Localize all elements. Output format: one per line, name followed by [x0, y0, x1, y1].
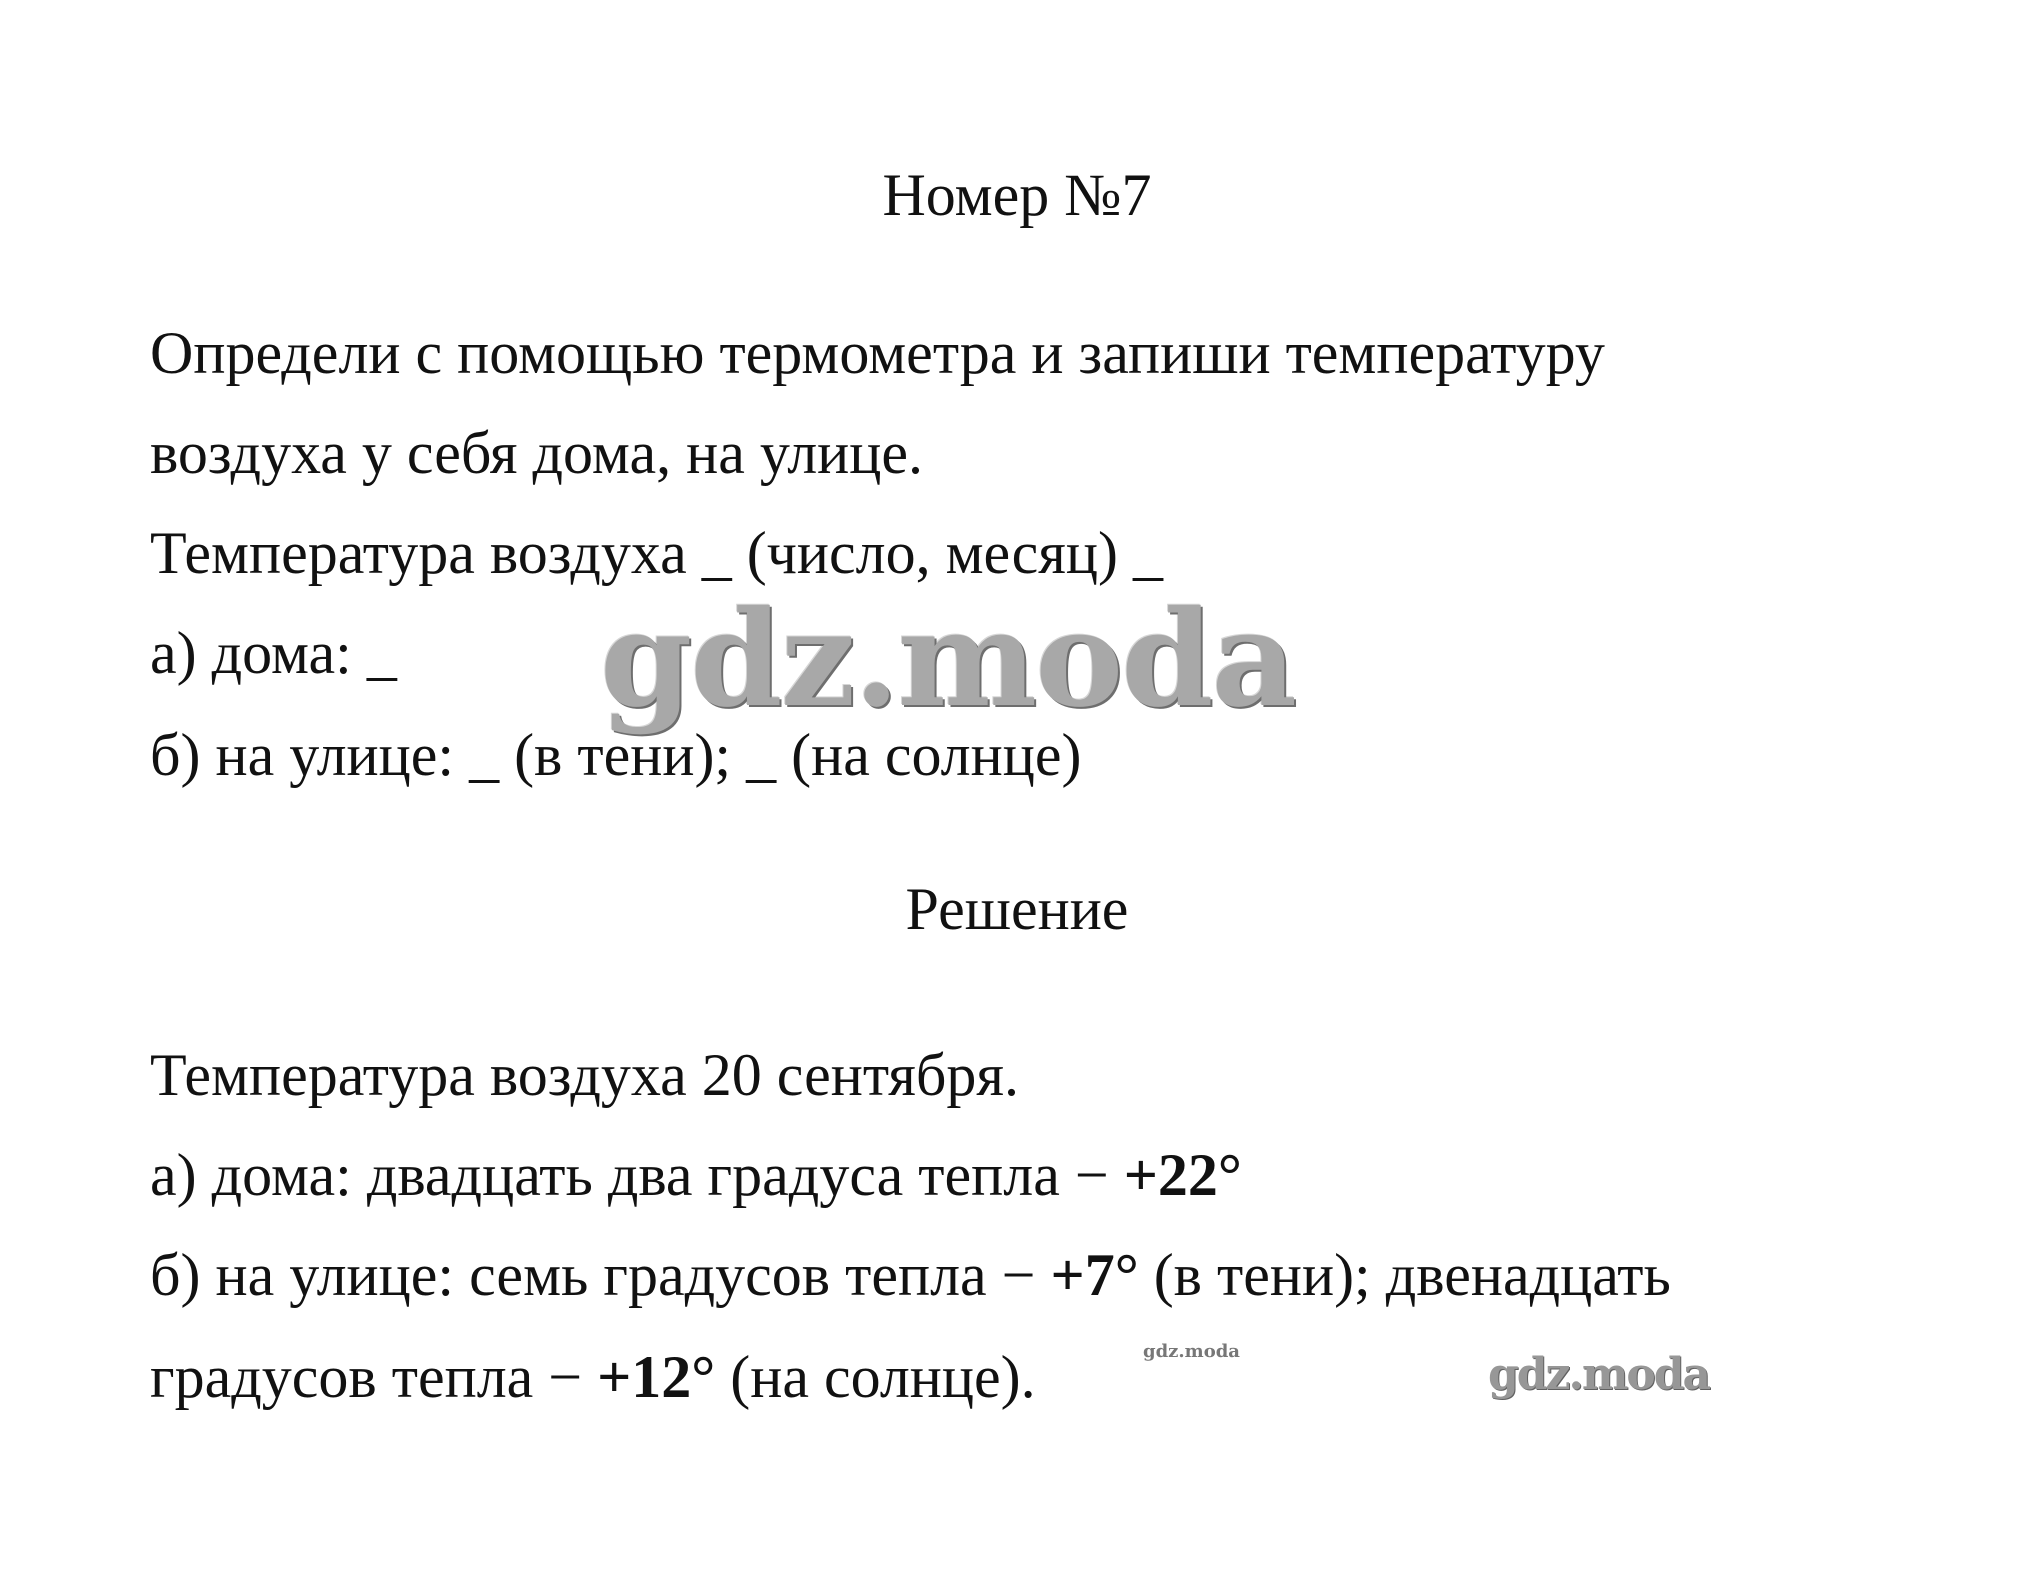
- watermark-small: gdz.moda: [1488, 1349, 1710, 1400]
- solution-line-4-text: градусов тепла −: [150, 1344, 598, 1410]
- watermark-tiny: gdz.moda: [1143, 1341, 1240, 1362]
- task-line-1: Определи с помощью термометра и запиши температуру: [150, 320, 1605, 386]
- solution-line-2-text: а) дома: двадцать два градуса тепла −: [150, 1142, 1124, 1208]
- solution-line-2: [150, 1140, 1242, 1210]
- shade-temperature-value: +7°: [1050, 1242, 1139, 1308]
- watermark-large: gdz.moda: [600, 582, 1296, 737]
- solution-heading: Решение: [905, 876, 1129, 942]
- solution-line-3: [150, 1240, 1671, 1310]
- solution-line-4: [150, 1342, 1036, 1412]
- task-line-3: Температура воздуха _ (число, месяц) _: [150, 520, 1163, 586]
- page-title: Номер №7: [882, 162, 1152, 228]
- solution-line-3-text: б) на улице: семь градусов тепла −: [150, 1242, 1051, 1308]
- home-temperature-value: +22°: [1123, 1142, 1242, 1208]
- sun-temperature-value: +12°: [597, 1344, 716, 1410]
- task-line-4: а) дома: _: [150, 620, 397, 686]
- task-line-2: воздуха у себя дома, на улице.: [150, 420, 923, 486]
- solution-line-4-rest: (на солнце).: [715, 1344, 1036, 1410]
- solution-line-1: Температура воздуха 20 сентября.: [150, 1042, 1020, 1108]
- task-line-5: б) на улице: _ (в тени); _ (на солнце): [150, 722, 1082, 788]
- solution-line-3-rest: (в тени); двенадцать: [1138, 1242, 1671, 1308]
